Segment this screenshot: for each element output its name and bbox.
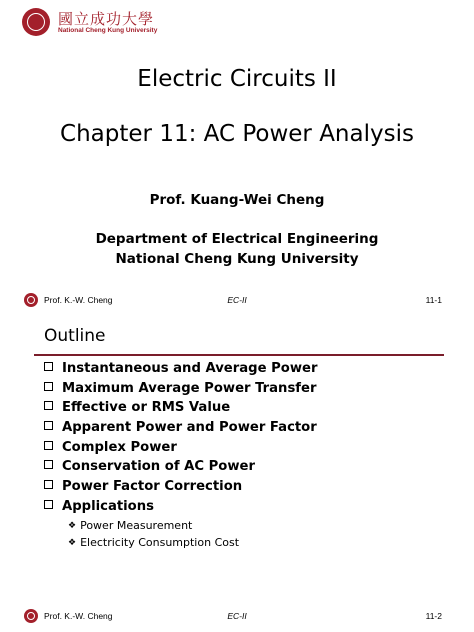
- footer-course: EC-II: [227, 611, 247, 621]
- list-item: Applications: [44, 499, 318, 519]
- logo-chinese-text: 國立成功大學: [58, 10, 155, 28]
- department-name: Department of Electrical Engineering: [95, 231, 379, 247]
- list-item: Complex Power: [44, 440, 318, 460]
- diamond-bullet-icon: ❖: [68, 520, 77, 531]
- checkbox-bullet-icon: [44, 401, 53, 410]
- checkbox-bullet-icon: [44, 500, 53, 509]
- footer-course: EC-II: [227, 295, 247, 305]
- checkbox-bullet-icon: [44, 362, 53, 371]
- diamond-bullet-icon: ❖: [68, 537, 77, 548]
- university-name: National Cheng Kung University: [115, 251, 359, 267]
- outline-list: [44, 361, 318, 553]
- outline-slide: [0, 316, 474, 632]
- sub-list-item: ❖ Power Measurement: [68, 518, 193, 532]
- footer-author: Prof. K.-W. Cheng: [44, 295, 113, 305]
- slide-footer: [0, 293, 474, 313]
- outline-title: Outline: [44, 326, 106, 346]
- chapter-title: Chapter 11: AC Power Analysis: [60, 121, 414, 147]
- course-title: Electric Circuits II: [137, 66, 337, 92]
- checkbox-bullet-icon: [44, 421, 53, 430]
- list-item: Power Factor Correction: [44, 479, 318, 499]
- list-item: Apparent Power and Power Factor: [44, 420, 318, 440]
- footer-author: Prof. K.-W. Cheng: [44, 611, 113, 621]
- list-item: Maximum Average Power Transfer: [44, 381, 318, 401]
- list-item: Conservation of AC Power: [44, 459, 318, 479]
- checkbox-bullet-icon: [44, 460, 53, 469]
- footer-page-number: 11-1: [425, 295, 442, 305]
- checkbox-bullet-icon: [44, 441, 53, 450]
- list-item: Instantaneous and Average Power: [44, 361, 318, 381]
- title-underline: [34, 354, 444, 356]
- university-seal-icon: [22, 8, 50, 36]
- logo-english-text: National Cheng Kung University: [58, 27, 158, 34]
- checkbox-bullet-icon: [44, 382, 53, 391]
- checkbox-bullet-icon: [44, 480, 53, 489]
- list-item: Effective or RMS Value: [44, 400, 318, 420]
- slide-footer: [0, 609, 474, 629]
- professor-name: Prof. Kuang-Wei Cheng: [149, 192, 325, 208]
- footer-page-number: 11-2: [425, 611, 442, 621]
- sub-list-item: ❖ Electricity Consumption Cost: [68, 535, 240, 549]
